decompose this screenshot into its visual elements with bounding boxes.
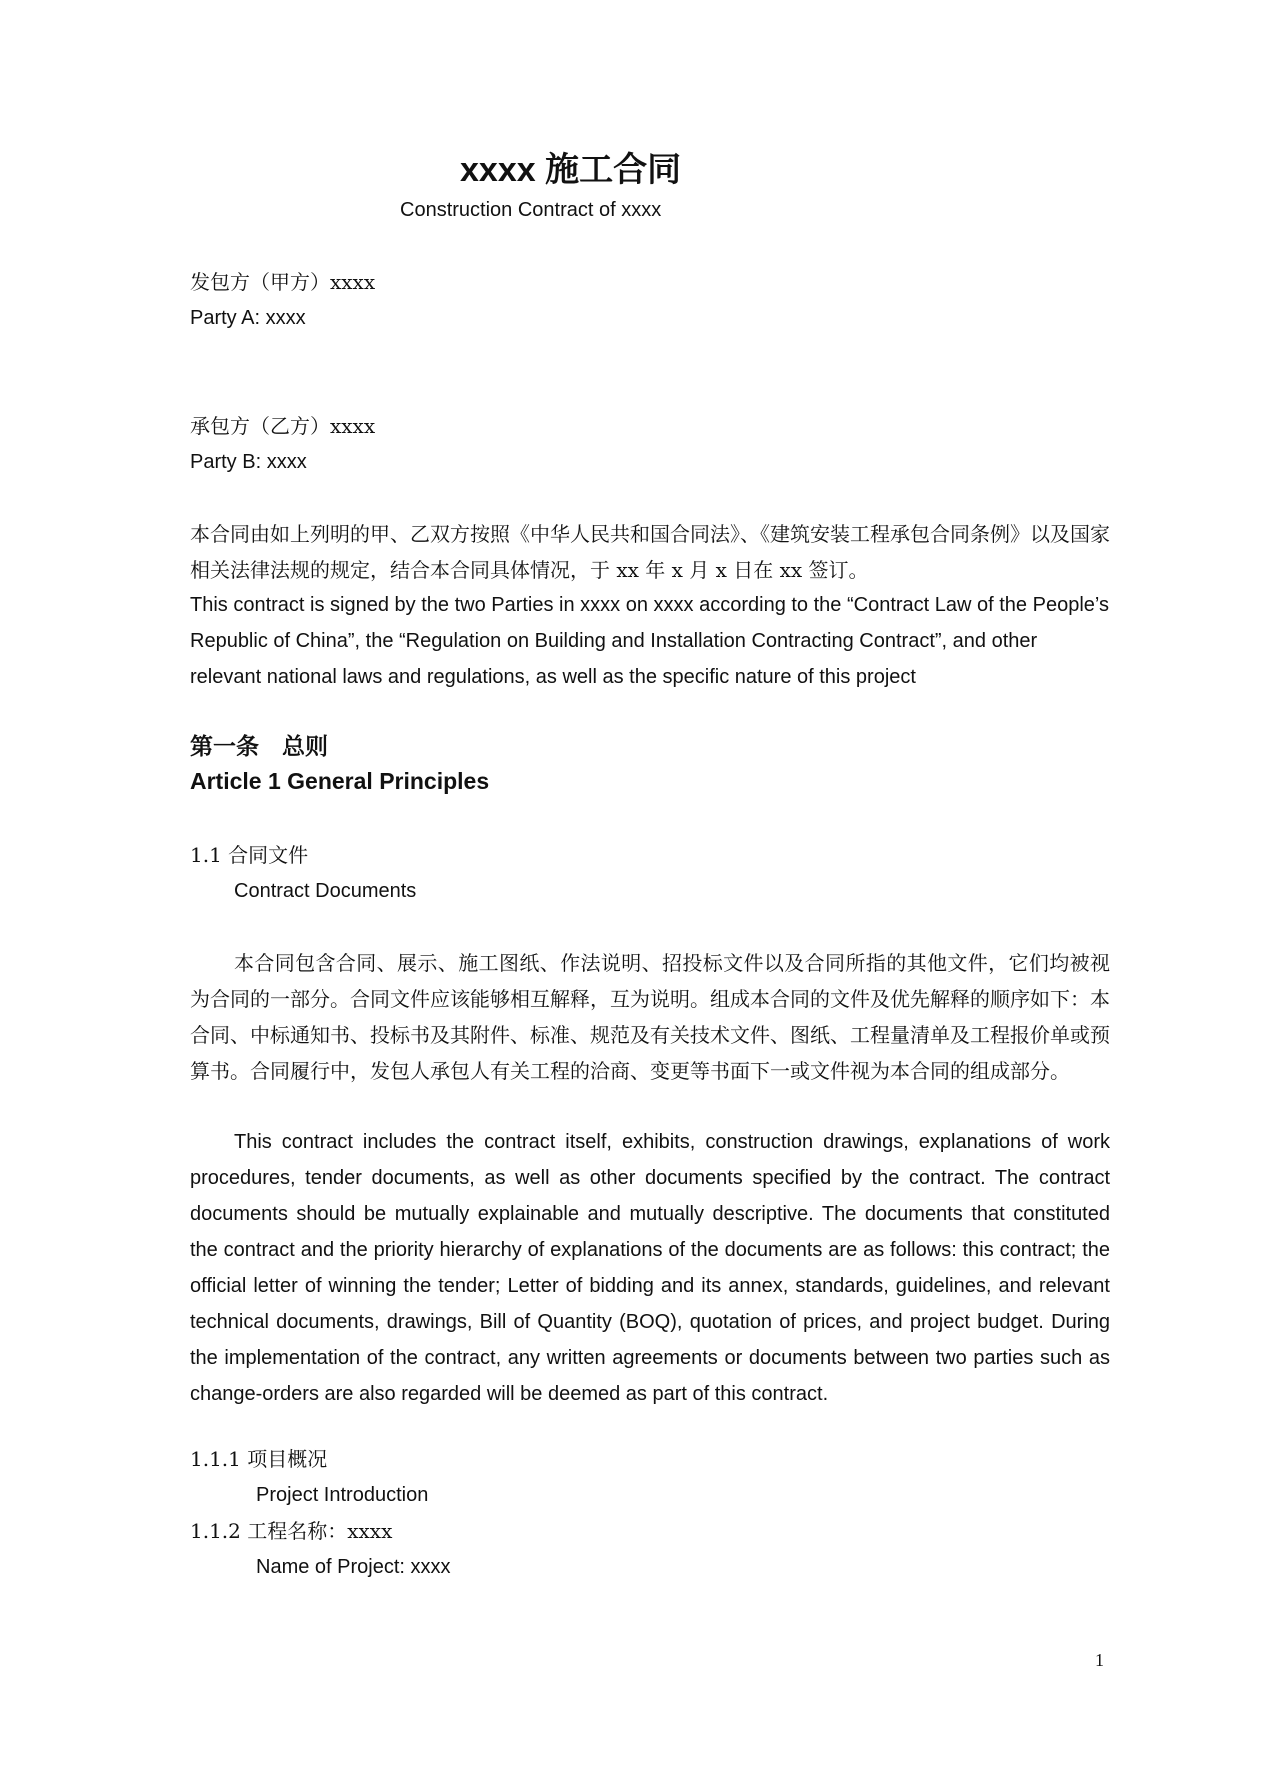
section-1-1-body-cn: 本合同包含合同、展示、施工图纸、作法说明、招投标文件以及合同所指的其他文件，它们均被视为合同的一部分。合同文件应该能够相互解释，互为说明。组成本合同的文件及优先解释的顺序如下：本合同、中标通知书、投标书及其附件、标准、规范及有关技术文件、图纸、工程量清单及工程报价单或预算书。合同履行中，发包人承包人有关工程的洽商、变更等书面下一或文件视为本合同的组成部分。 — [190, 951, 1110, 1083]
intro-paragraph-en: This contract is signed by the two Parties in xxxx on xxxx according to the “Contract Law of the People’s Republic of China”, the “Regulation on Building and Installation Contracting Contract”, and other relevant national laws and regulations, as well as the specific nature of this project — [190, 594, 1109, 688]
article-1-heading-cn: 第一条 总则 — [190, 733, 328, 760]
party-b-en: Party B: xxxx — [190, 451, 307, 473]
article-1-heading-en: Article 1 General Principles — [190, 768, 490, 794]
section-1-1-body-en: This contract includes the contract itself, exhibits, construction drawings, explanations of work procedures, tender documents, as well as other documents specified by the contract. The contract documents should be mutually explainable and mutually descriptive. The documents that constituted the contract and the priority hierarchy of explanations of the documents are as follows: this contract; the official letter of winning the tender; Letter of bidding and its annex, standards, guidelines, and relevant technical documents, drawings, Bill of Quantity (BOQ), quotation of prices, and project budget. During the implementation of the contract, any written agreements or documents between two parties such as change-orders are also regarded will be deemed as part of this contract. — [190, 1131, 1110, 1405]
intro-paragraph-cn: 本合同由如上列明的甲、乙双方按照《中华人民共和国合同法》、《建筑安装工程承包合同条例》以及国家相关法律法规的规定，结合本合同具体情况，于 xx 年 x 月 x 日在 xx 签订。 — [190, 522, 1110, 582]
section-1-1-heading-en: Contract Documents — [234, 880, 417, 902]
section-1-1-1-heading-en: Project Introduction — [256, 1484, 429, 1506]
section-1-1-2-project-name-en: Name of Project: xxxx — [256, 1556, 451, 1578]
party-a-en: Party A: xxxx — [190, 307, 306, 329]
party-b-cn: 承包方（乙方）xxxx — [190, 414, 376, 438]
party-a-cn: 发包方（甲方）xxxx — [190, 270, 376, 294]
section-1-1-1-heading-cn: 1.1.1 项目概况 — [190, 1447, 328, 1471]
page-title: xxxx 施工合同 — [460, 151, 682, 189]
page-subtitle: Construction Contract of xxxx — [400, 199, 662, 221]
section-1-1-heading-cn: 1.1 合同文件 — [190, 843, 309, 867]
section-1-1-2-project-name-cn: 1.1.2 工程名称：xxxx — [190, 1519, 393, 1543]
page-number: 1 — [1095, 1650, 1104, 1670]
